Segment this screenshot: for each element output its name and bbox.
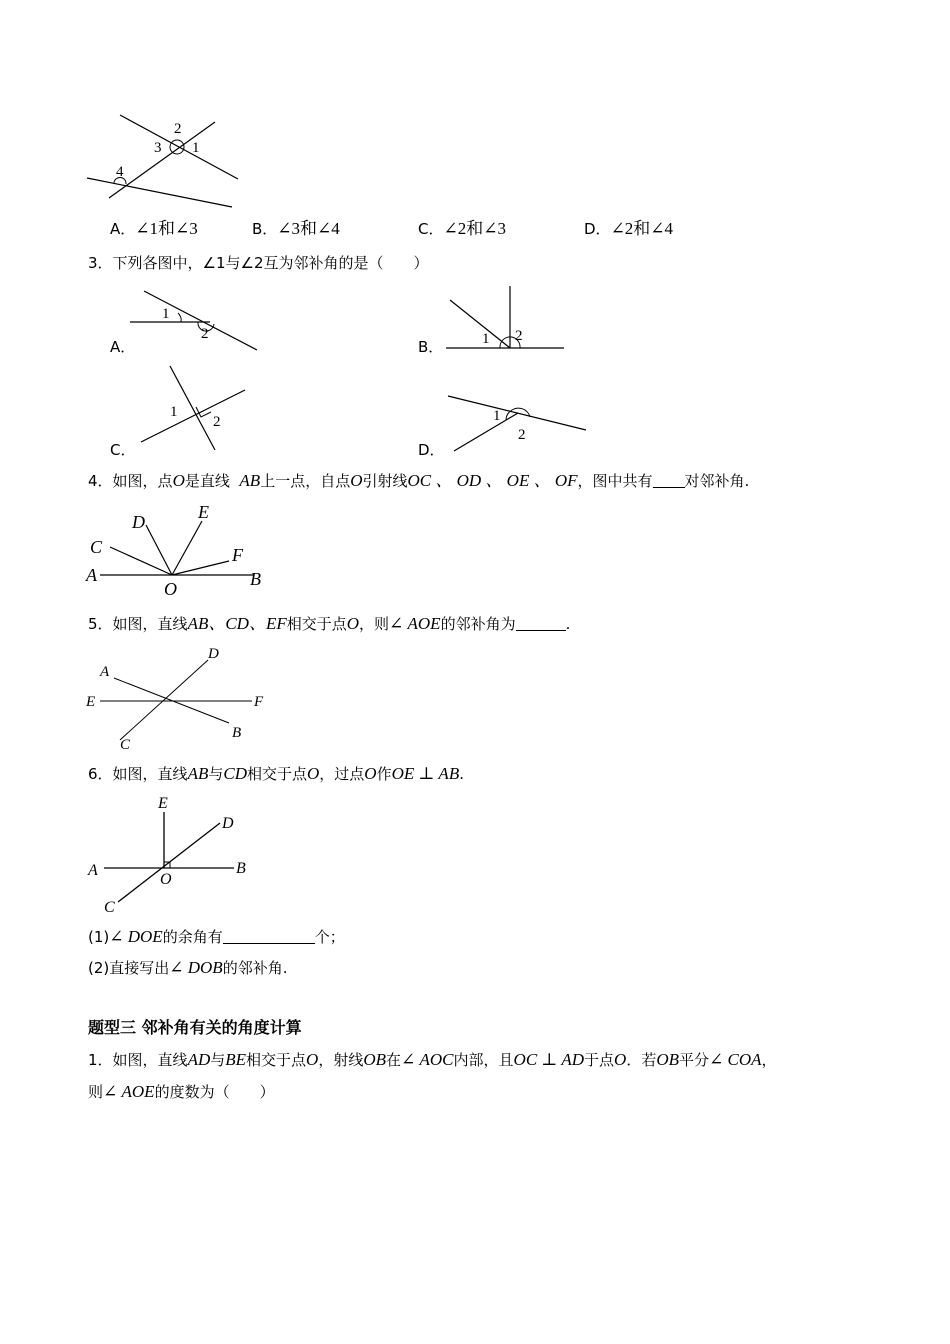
q4-stem: [88, 471, 749, 491]
s3q1-perp: OC ⊥ AD: [513, 1050, 585, 1069]
s3q1-text-e: 在: [386, 1051, 402, 1069]
q6-sub2: [88, 958, 287, 978]
q5-text-a: 如图，直线: [112, 615, 188, 633]
s3q1-number: 1．: [88, 1051, 113, 1069]
q4-point-o-2: O: [350, 471, 363, 490]
q2-option-d-letter: D．: [584, 220, 611, 238]
q4-point-o: O: [172, 471, 185, 490]
s3q1-point-o: O: [306, 1050, 319, 1069]
q4-text-e: ，图中共有: [577, 472, 653, 490]
q6-text-c: 相交于点: [246, 765, 307, 783]
q5-text-c: ，则: [359, 615, 390, 633]
s3q1-angle-aoe: ∠ AOE: [103, 1082, 155, 1101]
q6-sub1: [88, 927, 345, 947]
q3-stem-text: 下列各图中，∠1与∠2互为邻补角的是（ ）: [112, 254, 429, 272]
q6-text-f: .: [459, 765, 464, 783]
q5-label-d: D: [208, 646, 219, 662]
q6-sub2-angle: ∠ DOB: [169, 958, 223, 977]
q3-number: 3．: [88, 254, 113, 272]
q4-text-f: 对邻补角.: [684, 472, 750, 490]
s3q1-text-f: 内部，且: [453, 1051, 514, 1069]
q4-label-c: C: [90, 537, 103, 557]
s3q1-text-i: 平分: [679, 1051, 710, 1069]
q5-text-b: 相交于点: [286, 615, 347, 633]
q4-label-e: E: [198, 502, 209, 522]
q6-line-ab: AB: [187, 764, 209, 783]
s3q1-line-ad: AD: [187, 1050, 211, 1069]
s3q1-text-b: 与: [210, 1051, 226, 1069]
s3q1-text-g: 于点: [584, 1051, 615, 1069]
q3-option-d-letter[interactable]: D．: [418, 441, 445, 459]
q5-label-e: E: [86, 694, 96, 710]
q6-stem: [88, 764, 464, 784]
s3q1-text-a: 如图，直线: [112, 1051, 188, 1069]
q2-option-b[interactable]: [252, 219, 340, 239]
s3q1-text-j: ，: [761, 1051, 777, 1069]
s3q1-line2: [88, 1082, 275, 1102]
q6-label-b: B: [236, 860, 246, 877]
q2-option-c[interactable]: [418, 219, 506, 239]
q2-option-a[interactable]: [110, 219, 198, 239]
q4-text-a: 如图，点: [112, 472, 173, 490]
q3-option-b-letter[interactable]: B．: [418, 338, 444, 356]
q3-b-label-1: 1: [482, 331, 490, 347]
q3-c-label-1: 1: [170, 404, 178, 420]
q4-label-b: B: [250, 569, 261, 589]
q3-option-d-figure: [440, 388, 590, 458]
q5-label-c: C: [120, 737, 131, 753]
q6-sub1-angle: ∠ DOE: [109, 927, 163, 946]
q4-number: 4．: [88, 472, 113, 490]
q6-label-e: E: [158, 795, 168, 812]
q3-option-c-letter[interactable]: C．: [110, 441, 136, 459]
q6-point-o-2: O: [364, 764, 377, 783]
q4-label-o: O: [164, 579, 177, 599]
q5-label-f: F: [254, 694, 264, 710]
s3q1-line2-b: 的度数为（ ）: [154, 1083, 275, 1101]
q2-figure: [80, 108, 240, 208]
q6-sub1-end: 个；: [314, 928, 345, 946]
q5-lines: AB、CD、EF: [187, 614, 287, 633]
q4-label-f: F: [232, 545, 243, 565]
q2-label-2: 2: [174, 121, 182, 137]
q2-label-4: 4: [116, 164, 124, 180]
q6-label-a: A: [88, 862, 98, 879]
s3q1-angle-aoc: ∠ AOC: [401, 1050, 454, 1069]
q4-figure: [84, 503, 274, 598]
q2-option-b-letter: B．: [252, 220, 278, 238]
q6-sub2-text-a: (2)直接写出: [88, 959, 170, 977]
s3q1-angle-coa: ∠ COA: [709, 1050, 762, 1069]
q3-c-label-2: 2: [213, 414, 221, 430]
q6-point-o: O: [307, 764, 320, 783]
q3-a-label-2: 2: [201, 326, 209, 342]
q6-figure: [84, 792, 264, 917]
q4-text-c: 上一点，自点: [260, 472, 351, 490]
q3-option-a-letter[interactable]: A．: [110, 338, 136, 356]
q6-label-c: C: [104, 899, 115, 916]
q5-figure: [84, 644, 274, 754]
q2-option-d-text: ∠2和∠4: [610, 219, 674, 238]
q6-label-o: O: [160, 871, 172, 888]
q4-text-b: 是直线: [184, 472, 230, 490]
s3q1-ray-ob-2: OB: [656, 1050, 679, 1069]
q6-sub2-text-b: 的邻补角.: [222, 959, 288, 977]
q5-stem: [88, 614, 570, 634]
s3q1-line-be: BE: [225, 1050, 247, 1069]
q6-number: 6．: [88, 765, 113, 783]
s3q1-ray-ob: OB: [363, 1050, 387, 1069]
q5-text-d: 的邻补角为: [440, 615, 516, 633]
q4-rays: OC 、 OD 、 OE 、 OF: [407, 471, 578, 490]
q6-label-d: D: [222, 815, 234, 832]
q2-label-1: 1: [192, 140, 200, 156]
q6-sub1-blank[interactable]: [223, 927, 315, 944]
q5-answer-blank[interactable]: [516, 614, 566, 631]
q3-a-label-1: 1: [162, 306, 170, 322]
q2-option-c-text: ∠2和∠3: [443, 219, 506, 238]
q6-perp: OE ⊥ AB: [391, 764, 460, 783]
q2-option-a-text: ∠1和∠3: [135, 219, 198, 238]
q5-label-a: A: [100, 664, 110, 680]
s3q1-text-c: 相交于点: [246, 1051, 307, 1069]
q6-text-a: 如图，直线: [112, 765, 188, 783]
q5-label-b: B: [232, 725, 242, 741]
q6-sub1-num: (1): [88, 928, 110, 946]
q2-option-d[interactable]: [584, 219, 673, 239]
q4-answer-blank[interactable]: [653, 471, 685, 488]
q6-text-d: ，过点: [319, 765, 365, 783]
q3-option-a-figure: [130, 285, 270, 355]
q4-label-a: A: [86, 565, 97, 585]
q2-option-a-letter: A．: [110, 220, 136, 238]
q2-option-c-letter: C．: [418, 220, 444, 238]
q3-b-label-2: 2: [515, 328, 523, 344]
q2-label-3: 3: [154, 140, 162, 156]
q6-text-b: 与: [208, 765, 224, 783]
q4-line-ab: AB: [239, 471, 261, 490]
q4-label-d: D: [132, 512, 145, 532]
s3q1-text-h: ．若: [626, 1051, 657, 1069]
q3-stem: [88, 253, 429, 273]
q6-line-cd: CD: [223, 764, 247, 783]
q3-d-label-2: 2: [518, 427, 526, 443]
q2-option-b-text: ∠3和∠4: [277, 219, 340, 238]
q5-angle: ∠ AOE: [389, 614, 441, 633]
q5-number: 5．: [88, 615, 113, 633]
s3q1-point-o-2: O: [614, 1050, 627, 1069]
q6-sub1-text: 的余角有: [162, 928, 223, 946]
q3-option-c-figure: [135, 362, 255, 452]
q3-d-label-1: 1: [493, 408, 501, 424]
q4-text-d: 引射线: [362, 472, 408, 490]
s3q1-text-d: ，射线: [318, 1051, 364, 1069]
s3q1-line1: [88, 1050, 777, 1070]
s3q1-line2-a: 则: [88, 1083, 104, 1101]
q6-text-e: 作: [376, 765, 392, 783]
q5-point-o: O: [346, 614, 360, 633]
q3-option-b-figure: [440, 284, 570, 354]
section-title: 题型三 邻补角有关的角度计算: [88, 1018, 302, 1037]
q5-text-e: .: [565, 615, 571, 633]
